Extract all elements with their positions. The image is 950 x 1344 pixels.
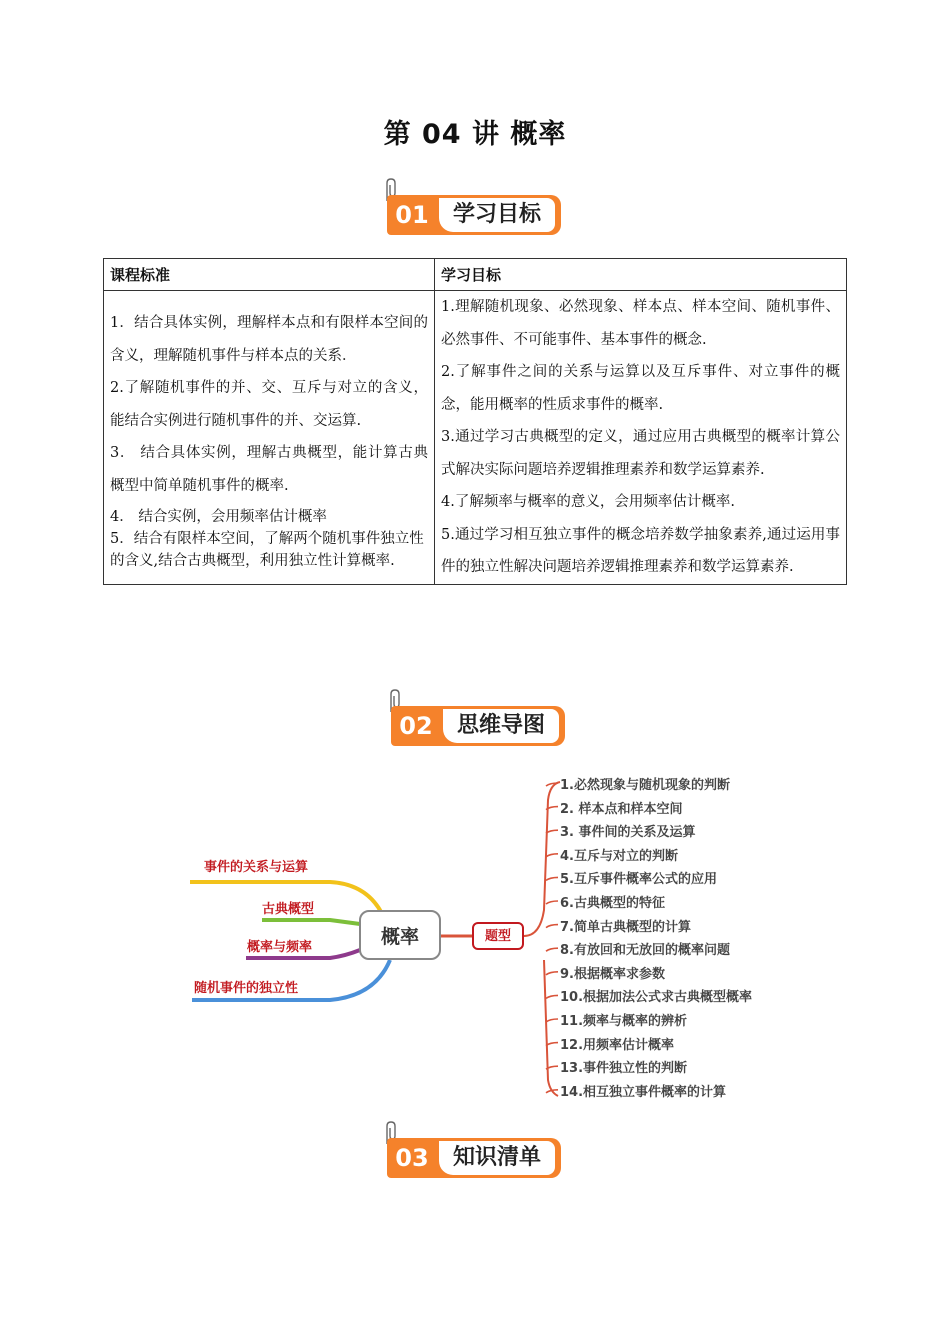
goal-item: 5.通过学习相互独立事件的概念培养数学抽象素养,通过运用事件的独立性解决问题培养逻辑推理素养和数学运算素养.	[441, 526, 840, 575]
type-list-connector	[546, 948, 558, 951]
type-list-item: 1.必然现象与随机现象的判断	[560, 778, 730, 793]
type-list-connector	[546, 901, 558, 904]
section-label: 学习目标	[439, 198, 555, 232]
section-label: 知识清单	[439, 1141, 555, 1175]
goal-item: 4.了解频率与概率的意义，会用频率估计概率.	[441, 494, 735, 510]
type-list-item: 3. 事件间的关系及运算	[560, 825, 696, 841]
branch-trunk	[524, 782, 560, 1096]
type-list-connector	[546, 877, 558, 880]
branch-line-classical	[262, 920, 360, 924]
type-list-item: 14.相互独立事件概率的计算	[560, 1084, 727, 1100]
type-list-connector	[546, 854, 558, 857]
type-list-item: 4.互斥与对立的判断	[560, 848, 678, 864]
standard-item: 3． 结合具体实例，理解古典概型，能计算古典概型中简单随机事件的概率.	[110, 445, 428, 494]
section-banner-learning-goals	[383, 177, 583, 237]
section-number: 01	[387, 195, 437, 235]
goal-item: 1.理解随机现象、必然现象、样本点、样本空间、随机事件、必然事件、不可能事件、基本事件的概念.	[441, 299, 840, 348]
standard-item: 1．结合具体实例，理解样本点和有限样本空间的含义，理解随机事件与样本点的关系．	[110, 315, 428, 364]
type-list-item: 11.频率与概率的辨析	[560, 1014, 688, 1029]
type-list-item: 6.古典概型的特征	[560, 896, 665, 911]
type-list-connector	[546, 995, 558, 998]
type-list-connector	[546, 1019, 558, 1022]
section-label: 思维导图	[443, 709, 559, 743]
type-list-item: 10.根据加法公式求古典概型概率	[560, 990, 753, 1006]
goal-item: 3.通过学习古典概型的定义，通过应用古典概型的概率计算公式解决实际问题培养逻辑推理素养和数学运算素养.	[441, 429, 840, 478]
header-course-standard: 课程标准	[104, 259, 435, 291]
branch-relations: 事件的关系与运算	[204, 860, 309, 875]
type-list-item: 9.根据概率求参数	[560, 966, 665, 982]
type-list-item: 8.有放回和无放回的概率问题	[560, 943, 730, 959]
standard-item: 2.了解随机事件的并、交、互斥与对立的含义，能结合实例进行随机事件的并、交运算.	[110, 380, 428, 429]
type-list-item: 5.互斥事件概率公式的应用	[560, 872, 717, 888]
type-list-item: 7.简单古典概型的计算	[560, 919, 691, 935]
type-list-connector	[546, 925, 558, 928]
type-list-connector	[546, 1043, 558, 1046]
type-list-connector	[546, 972, 558, 975]
type-list-item: 13.事件独立性的判断	[560, 1061, 688, 1077]
standard-item: 5．结合有限样本空间，了解两个随机事件独立性的含义,结合古典概型，利用独立性计算概率.	[110, 531, 424, 569]
branch-classical: 古典概型	[262, 902, 315, 917]
section-number: 02	[391, 706, 441, 746]
branch-independence: 随机事件的独立性	[194, 981, 299, 996]
course-standard-cell	[104, 291, 435, 585]
section-banner-knowledge-list	[383, 1120, 583, 1180]
mind-map-center: 概率	[359, 910, 441, 960]
branch-frequency: 概率与频率	[247, 940, 313, 955]
standard-item: 4． 结合实例，会用频率估计概率	[110, 509, 327, 525]
goals-table	[103, 258, 847, 585]
type-node: 题型	[472, 922, 524, 950]
page-title: 第 04 讲 概率	[383, 119, 567, 150]
goal-item: 2.了解事件之间的关系与运算以及互斥事件、对立事件的概念，能用概率的性质求事件的概率.	[441, 364, 840, 413]
type-list-item: 2. 样本点和样本空间	[560, 801, 683, 817]
header-learning-goals: 学习目标	[435, 259, 847, 291]
type-list-item: 12.用频率估计概率	[560, 1037, 675, 1053]
section-number: 03	[387, 1138, 437, 1178]
section-banner-mind-map	[387, 688, 587, 748]
learning-goals-cell	[435, 291, 847, 585]
mind-map	[0, 760, 950, 1110]
